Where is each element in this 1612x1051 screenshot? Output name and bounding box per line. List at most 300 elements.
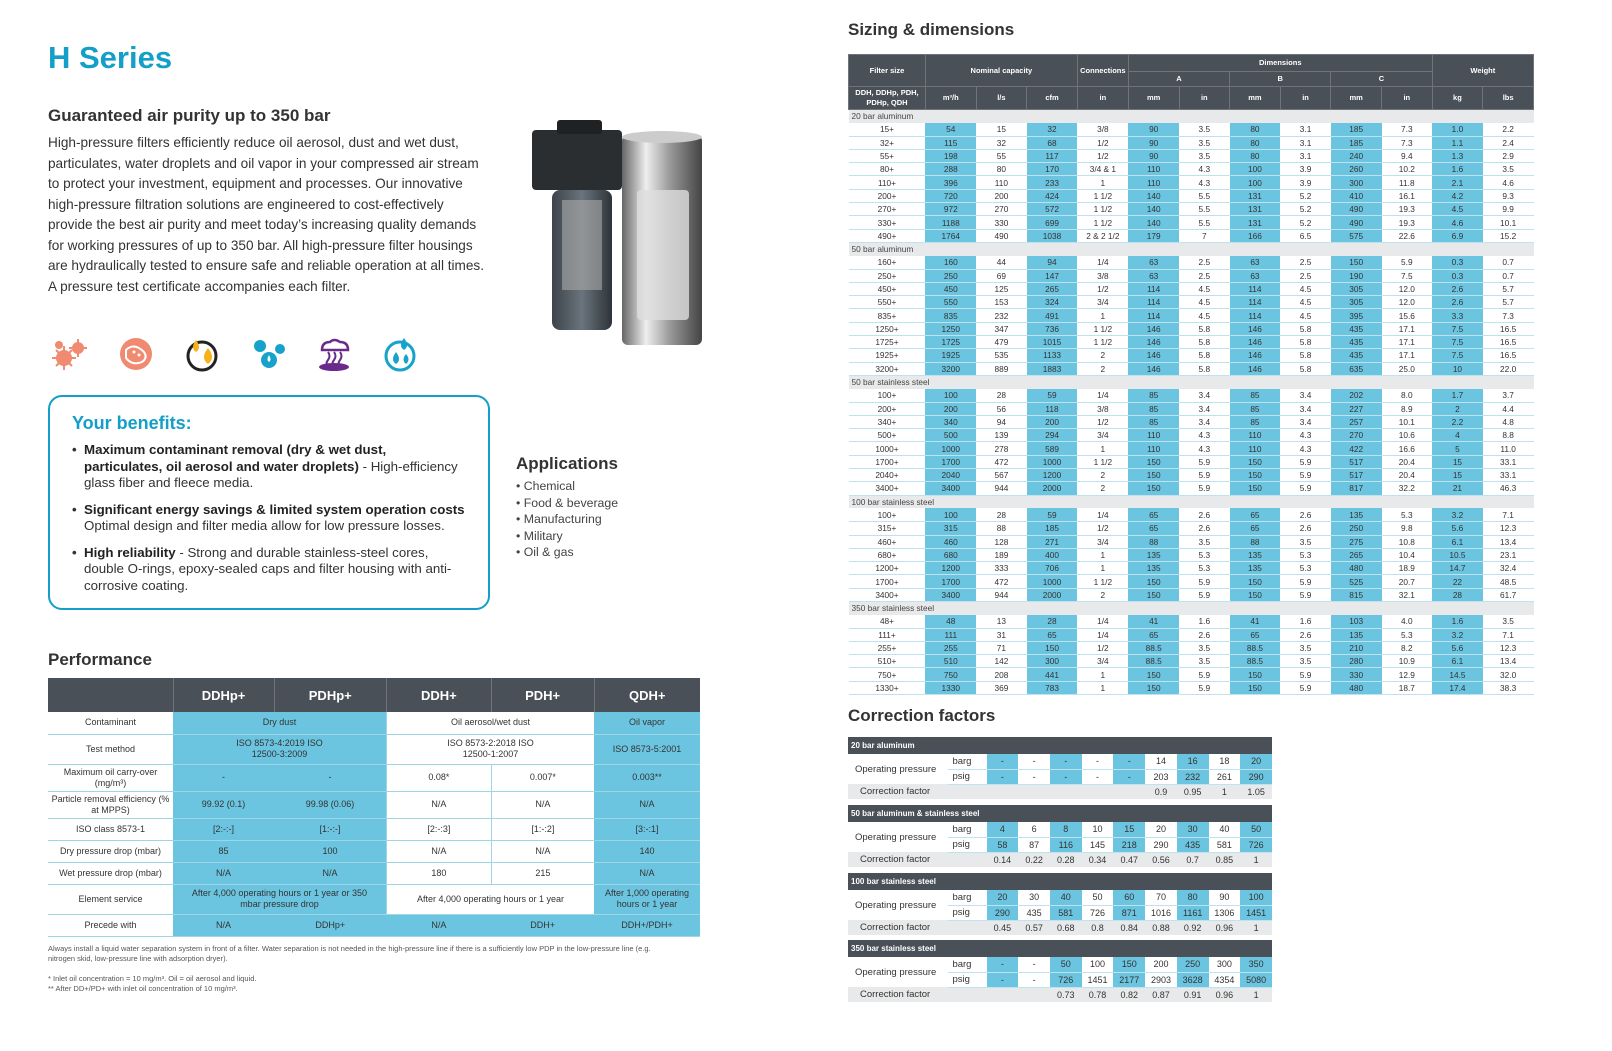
table-cell: 2 [1077, 349, 1128, 362]
barg-cell: 50 [1082, 890, 1114, 905]
operating-pressure-label: Operating pressure [855, 763, 937, 775]
barg-cell: 100 [1240, 890, 1272, 905]
table-cell: 1.7 [1432, 389, 1483, 402]
table-cell: 94 [1027, 256, 1078, 269]
table-cell: 490 [1331, 203, 1382, 216]
application-item: • Food & beverage [516, 495, 618, 512]
table-cell: 150 [1027, 641, 1078, 654]
table-cell: 135 [1128, 562, 1179, 575]
table-cell: 4.6 [1432, 216, 1483, 229]
barg-row [848, 822, 1272, 837]
barg-cell: 50 [1050, 957, 1082, 972]
unit-header: in [1382, 87, 1433, 110]
table-cell: 110 [1230, 442, 1281, 455]
table-cell: 1.6 [1432, 615, 1483, 628]
factor-cell: 0.34 [1082, 852, 1114, 867]
table-cell: 135 [1230, 562, 1281, 575]
barg-cell: 20 [1145, 822, 1177, 837]
table-cell: 490 [976, 229, 1027, 242]
table-cell: 13 [976, 615, 1027, 628]
table-cell: 63 [1230, 256, 1281, 269]
psig-cell: 726 [1240, 837, 1272, 852]
table-cell: 68 [1027, 136, 1078, 149]
psig-cell: 145 [1082, 837, 1114, 852]
table-cell: 1/4 [1077, 628, 1128, 641]
perf-row [48, 712, 700, 734]
table-cell: 270 [1331, 429, 1382, 442]
table-row [849, 136, 1534, 149]
table-cell: 15.2 [1483, 229, 1534, 242]
table-cell: 28 [976, 508, 1027, 521]
table-cell: 13.4 [1483, 535, 1534, 548]
table-cell: 85 [1128, 389, 1179, 402]
table-cell: 5 [1432, 442, 1483, 455]
table-cell: 125 [976, 282, 1027, 295]
table-cell: 720 [925, 189, 976, 202]
psig-cell: 116 [1050, 837, 1082, 852]
barg-cell: 6 [1018, 822, 1050, 837]
table-cell: 3.7 [1483, 389, 1534, 402]
table-cell: 17.1 [1382, 336, 1433, 349]
perf-cell: Oil vapor [594, 712, 700, 734]
table-cell: 1 [1077, 548, 1128, 561]
table-cell: 150 [1230, 668, 1281, 681]
table-row [849, 189, 1534, 202]
table-cell: 3.5 [1483, 163, 1534, 176]
perf-cell: - [274, 764, 386, 791]
psig-cell: - [1082, 769, 1114, 784]
table-cell: 200 [925, 402, 976, 415]
table-cell: 1.3 [1432, 149, 1483, 162]
table-cell: 12.3 [1483, 641, 1534, 654]
table-cell: 441 [1027, 668, 1078, 681]
table-row [849, 149, 1534, 162]
correction-table [848, 940, 1272, 1002]
filter-size-cell: 250+ [849, 269, 926, 282]
table-cell: 1038 [1027, 229, 1078, 242]
application-item: • Chemical [516, 478, 618, 495]
table-cell: 46.3 [1483, 482, 1534, 495]
table-cell: 63 [1128, 269, 1179, 282]
factor-cell: 0.88 [1145, 920, 1177, 935]
table-cell: 9.3 [1483, 189, 1534, 202]
table-cell: 10.5 [1432, 548, 1483, 561]
table-cell: 100 [1230, 176, 1281, 189]
table-cell: 150 [1128, 482, 1179, 495]
table-cell: 395 [1331, 309, 1382, 322]
filter-size-cell: 490+ [849, 229, 926, 242]
table-cell: 1.0 [1432, 123, 1483, 136]
psig-cell: 58 [987, 837, 1019, 852]
table-cell: 300 [1331, 176, 1382, 189]
psig-cell: 2177 [1113, 972, 1145, 987]
table-row [849, 522, 1534, 535]
filter-size-cell: 100+ [849, 389, 926, 402]
barg-cell: 10 [1082, 822, 1114, 837]
factor-cell [1018, 784, 1050, 799]
factor-cell: 0.78 [1082, 987, 1114, 1002]
unit-label: barg [948, 822, 986, 837]
table-cell: 2.5 [1280, 256, 1331, 269]
table-cell: 20.4 [1382, 455, 1433, 468]
table-cell: 85 [1230, 389, 1281, 402]
table-cell: 14.5 [1432, 668, 1483, 681]
table-row [849, 628, 1534, 641]
factor-cell [1050, 784, 1082, 799]
table-cell: 114 [1230, 309, 1281, 322]
table-cell: 65 [1128, 508, 1179, 521]
table-cell: 1 1/2 [1077, 189, 1128, 202]
table-cell: 2000 [1027, 482, 1078, 495]
unit-header: in [1280, 87, 1331, 110]
factor-cell: 0.57 [1018, 920, 1050, 935]
table-cell: 3/4 [1077, 655, 1128, 668]
table-cell: 150 [1230, 455, 1281, 468]
table-cell: 1 1/2 [1077, 216, 1128, 229]
perf-col-header: PDH+ [491, 678, 594, 712]
table-cell: 198 [925, 149, 976, 162]
perf-row-label: Precede with [48, 914, 173, 936]
perf-cell: N/A [491, 840, 594, 862]
table-cell: 88 [1230, 535, 1281, 548]
table-row [849, 402, 1534, 415]
table-cell: 6.1 [1432, 655, 1483, 668]
table-row [849, 655, 1534, 668]
perf-cell: ISO 8573-4:2019 ISO 12500-3:2009 [173, 734, 386, 764]
table-cell: 10.9 [1382, 655, 1433, 668]
capacity-header: Nominal capacity [925, 55, 1077, 87]
filter-size-cell: 55+ [849, 149, 926, 162]
table-cell: 2.6 [1280, 628, 1331, 641]
table-cell: 1/2 [1077, 136, 1128, 149]
table-cell: 71 [976, 641, 1027, 654]
table-cell: 17.1 [1382, 322, 1433, 335]
barg-cell: 15 [1113, 822, 1145, 837]
table-cell: 1725 [925, 336, 976, 349]
table-cell: 110 [1128, 163, 1179, 176]
models-header: DDH, DDHp, PDH, PDHp, QDH [849, 87, 926, 110]
barg-cell: - [1113, 754, 1145, 769]
table-cell: 22.0 [1483, 362, 1534, 375]
group-label: 350 bar stainless steel [849, 601, 1534, 614]
table-cell: 1000 [1027, 455, 1078, 468]
perf-col-header: DDH+ [386, 678, 491, 712]
table-cell: 3.4 [1179, 415, 1230, 428]
table-cell: 3.5 [1179, 149, 1230, 162]
application-item: • Oil & gas [516, 544, 618, 561]
benefit-bold: Maximum contaminant removal (dry & wet dust, particulates, oil aerosol and water droplets) [84, 442, 387, 474]
table-cell: 12.9 [1382, 668, 1433, 681]
benefit-bold: High reliability [84, 544, 176, 560]
psig-cell: 261 [1209, 769, 1241, 784]
table-cell: 4.8 [1483, 415, 1534, 428]
perf-row [48, 914, 700, 936]
table-cell: 4.6 [1483, 176, 1534, 189]
table-cell: 517 [1331, 469, 1382, 482]
table-row [849, 163, 1534, 176]
psig-cell: - [1113, 769, 1145, 784]
barg-cell: 200 [1145, 957, 1177, 972]
group-label: 50 bar aluminum [849, 242, 1534, 255]
table-cell: 450 [925, 282, 976, 295]
table-cell: 4.5 [1179, 309, 1230, 322]
table-cell: 3.1 [1280, 149, 1331, 162]
table-cell: 3.4 [1179, 389, 1230, 402]
perf-col-header: DDHp+ [173, 678, 274, 712]
psig-cell: 1451 [1082, 972, 1114, 987]
psig-cell: - [1018, 972, 1050, 987]
table-cell: 103 [1331, 615, 1382, 628]
filter-size-cell: 1250+ [849, 322, 926, 335]
table-cell: 150 [1230, 588, 1281, 601]
table-cell: 2.4 [1483, 136, 1534, 149]
table-cell: 32.4 [1483, 562, 1534, 575]
table-row [849, 296, 1534, 309]
table-cell: 185 [1027, 522, 1078, 535]
table-cell: 944 [976, 482, 1027, 495]
perf-cell: N/A [386, 791, 491, 818]
table-cell: 12.3 [1483, 522, 1534, 535]
table-cell: 525 [1331, 575, 1382, 588]
psig-cell: - [1018, 769, 1050, 784]
factor-cell: 0.92 [1177, 920, 1209, 935]
dim-c-header: C [1331, 72, 1432, 87]
table-cell: 65 [1230, 628, 1281, 641]
table-cell: 5.3 [1280, 548, 1331, 561]
table-cell: 5.9 [1280, 681, 1331, 694]
barg-cell: 150 [1113, 957, 1145, 972]
table-cell: 11.0 [1483, 442, 1534, 455]
factor-cell [1018, 987, 1050, 1002]
table-cell: 65 [1230, 522, 1281, 535]
applications-title: Applications [516, 454, 619, 473]
benefits-title: Your benefits: [72, 413, 192, 433]
perf-cell: N/A [594, 791, 700, 818]
factor-cell: 0.73 [1050, 987, 1082, 1002]
table-cell: 15 [1432, 469, 1483, 482]
group-row [849, 110, 1534, 123]
correction-factor-label: Correction factor [848, 987, 987, 1002]
factor-cell: 0.45 [987, 920, 1019, 935]
table-cell: 2.6 [1432, 296, 1483, 309]
factor-cell: 0.14 [987, 852, 1019, 867]
table-cell: 2.5 [1179, 269, 1230, 282]
factor-cell: 0.85 [1209, 852, 1241, 867]
table-cell: 80 [1230, 136, 1281, 149]
psig-cell: 1451 [1240, 905, 1272, 920]
perf-cell: After 4,000 operating hours or 1 year or 350 mbar pressure drop [173, 884, 386, 914]
correction-factor-row [848, 987, 1272, 1002]
perf-row [48, 884, 700, 914]
table-cell: 9.9 [1483, 203, 1534, 216]
table-cell: 347 [976, 322, 1027, 335]
table-row [849, 469, 1534, 482]
table-cell: 1/2 [1077, 522, 1128, 535]
barg-row [848, 754, 1272, 769]
table-cell: 150 [1230, 469, 1281, 482]
factor-cell: 0.82 [1113, 987, 1145, 1002]
table-cell: 835 [925, 309, 976, 322]
table-cell: 21 [1432, 482, 1483, 495]
table-cell: 260 [1331, 163, 1382, 176]
filter-size-cell: 550+ [849, 296, 926, 309]
barg-cell: 50 [1240, 822, 1272, 837]
table-cell: 1764 [925, 229, 976, 242]
barg-cell: 100 [1082, 957, 1114, 972]
table-cell: 31 [976, 628, 1027, 641]
table-cell: 575 [1331, 229, 1382, 242]
table-cell: 3.5 [1179, 641, 1230, 654]
perf-row [48, 862, 700, 884]
table-cell: 10.6 [1382, 429, 1433, 442]
unit-header: mm [1230, 87, 1281, 110]
table-cell: 5.8 [1280, 362, 1331, 375]
water-droplets-icon [382, 336, 418, 372]
table-cell: 500 [925, 429, 976, 442]
table-cell: 2.5 [1179, 256, 1230, 269]
perf-cell: 100 [274, 840, 386, 862]
table-cell: 4.5 [1432, 203, 1483, 216]
table-cell: 16.5 [1483, 322, 1534, 335]
table-cell: 150 [1230, 681, 1281, 694]
perf-cell: N/A [274, 862, 386, 884]
table-row [849, 229, 1534, 242]
table-cell: 5.9 [1280, 575, 1331, 588]
factor-cell: 0.22 [1018, 852, 1050, 867]
table-cell: 5.9 [1179, 469, 1230, 482]
perf-cell: After 1,000 operating hours or 1 year [594, 884, 700, 914]
table-cell: 1700 [925, 575, 976, 588]
factor-cell: 0.9 [1145, 784, 1177, 799]
perf-cell: [1:-:-] [274, 818, 386, 840]
table-cell: 80 [976, 163, 1027, 176]
table-cell: 5.6 [1432, 522, 1483, 535]
table-cell: 396 [925, 176, 976, 189]
table-cell: 6.1 [1432, 535, 1483, 548]
performance-table [48, 678, 700, 937]
table-row [849, 216, 1534, 229]
table-cell: 170 [1027, 163, 1078, 176]
perf-cell: N/A [173, 862, 274, 884]
table-cell: 2.1 [1432, 176, 1483, 189]
table-cell: 189 [976, 548, 1027, 561]
table-cell: 3.5 [1280, 535, 1331, 548]
unit-header: kg [1432, 87, 1483, 110]
table-cell: 190 [1331, 269, 1382, 282]
table-cell: 4.3 [1179, 442, 1230, 455]
table-cell: 20.7 [1382, 575, 1433, 588]
table-cell: 5.9 [1280, 469, 1331, 482]
table-cell: 271 [1027, 535, 1078, 548]
table-cell: 32 [1027, 123, 1078, 136]
table-cell: 3.4 [1280, 389, 1331, 402]
table-cell: 3.4 [1179, 402, 1230, 415]
table-cell: 1188 [925, 216, 976, 229]
table-cell: 114 [1128, 309, 1179, 322]
correction-factor-label: Correction factor [848, 920, 987, 935]
unit-label: barg [948, 957, 986, 972]
table-cell: 16.6 [1382, 442, 1433, 455]
table-cell: 85 [1128, 402, 1179, 415]
table-cell: 117 [1027, 149, 1078, 162]
table-cell: 7.5 [1382, 269, 1433, 282]
table-cell: 55 [976, 149, 1027, 162]
perf-row-label: Element service [48, 884, 173, 914]
table-cell: 635 [1331, 362, 1382, 375]
table-cell: 1 1/2 [1077, 575, 1128, 588]
barg-cell: - [987, 957, 1019, 972]
table-row [849, 668, 1534, 681]
table-cell: 17.4 [1432, 681, 1483, 694]
table-cell: 5.5 [1179, 203, 1230, 216]
table-cell: 275 [1331, 535, 1382, 548]
table-cell: 15 [976, 123, 1027, 136]
table-cell: 48 [925, 615, 976, 628]
perf-row-label: ISO class 8573-1 [48, 818, 173, 840]
table-cell: 1 [1077, 681, 1128, 694]
table-cell: 15 [1432, 455, 1483, 468]
table-cell: 146 [1128, 349, 1179, 362]
psig-cell: 1161 [1177, 905, 1209, 920]
table-cell: 5.8 [1179, 362, 1230, 375]
filter-size-cell: 48+ [849, 615, 926, 628]
table-cell: 85 [1230, 402, 1281, 415]
perf-cell: 215 [491, 862, 594, 884]
footnote: ** After DD+/PD+ with inlet oil concentration of 10 mg/m³. [48, 984, 238, 993]
perf-row [48, 764, 700, 791]
page-title: H Series [48, 40, 173, 75]
table-cell: 5.2 [1280, 203, 1331, 216]
table-cell: 1250 [925, 322, 976, 335]
barg-cell: 4 [987, 822, 1019, 837]
table-cell: 19.3 [1382, 203, 1433, 216]
table-cell: 5.3 [1280, 562, 1331, 575]
table-cell: 33.1 [1483, 469, 1534, 482]
table-cell: 5.9 [1179, 482, 1230, 495]
table-cell: 150 [1230, 575, 1281, 588]
table-cell: 1/2 [1077, 149, 1128, 162]
factor-cell: 1 [1240, 987, 1272, 1002]
table-cell: 3.4 [1280, 402, 1331, 415]
table-row [849, 123, 1534, 136]
table-cell: 460 [925, 535, 976, 548]
table-cell: 88 [976, 522, 1027, 535]
benefit-text: - High-efficiency glass fiber and fleece media. [84, 458, 458, 490]
perf-row [48, 840, 700, 862]
oil-vapor-icon [316, 336, 352, 372]
table-cell: 4.5 [1179, 296, 1230, 309]
barg-cell: 20 [987, 890, 1019, 905]
table-cell: 17.1 [1382, 349, 1433, 362]
table-cell: 2.6 [1179, 508, 1230, 521]
table-cell: 435 [1331, 336, 1382, 349]
table-cell: 265 [1027, 282, 1078, 295]
table-cell: 1883 [1027, 362, 1078, 375]
table-cell: 10.4 [1382, 548, 1433, 561]
table-cell: 3/8 [1077, 402, 1128, 415]
perf-cell: [2:-:3] [386, 818, 491, 840]
table-row [849, 548, 1534, 561]
table-cell: 1015 [1027, 336, 1078, 349]
benefits-box [48, 395, 490, 610]
table-cell: 32.2 [1382, 482, 1433, 495]
table-cell: 1000 [925, 442, 976, 455]
table-cell: 410 [1331, 189, 1382, 202]
table-cell: 3.5 [1280, 641, 1331, 654]
table-cell: 142 [976, 655, 1027, 668]
table-row [849, 429, 1534, 442]
table-cell: 15.6 [1382, 309, 1433, 322]
